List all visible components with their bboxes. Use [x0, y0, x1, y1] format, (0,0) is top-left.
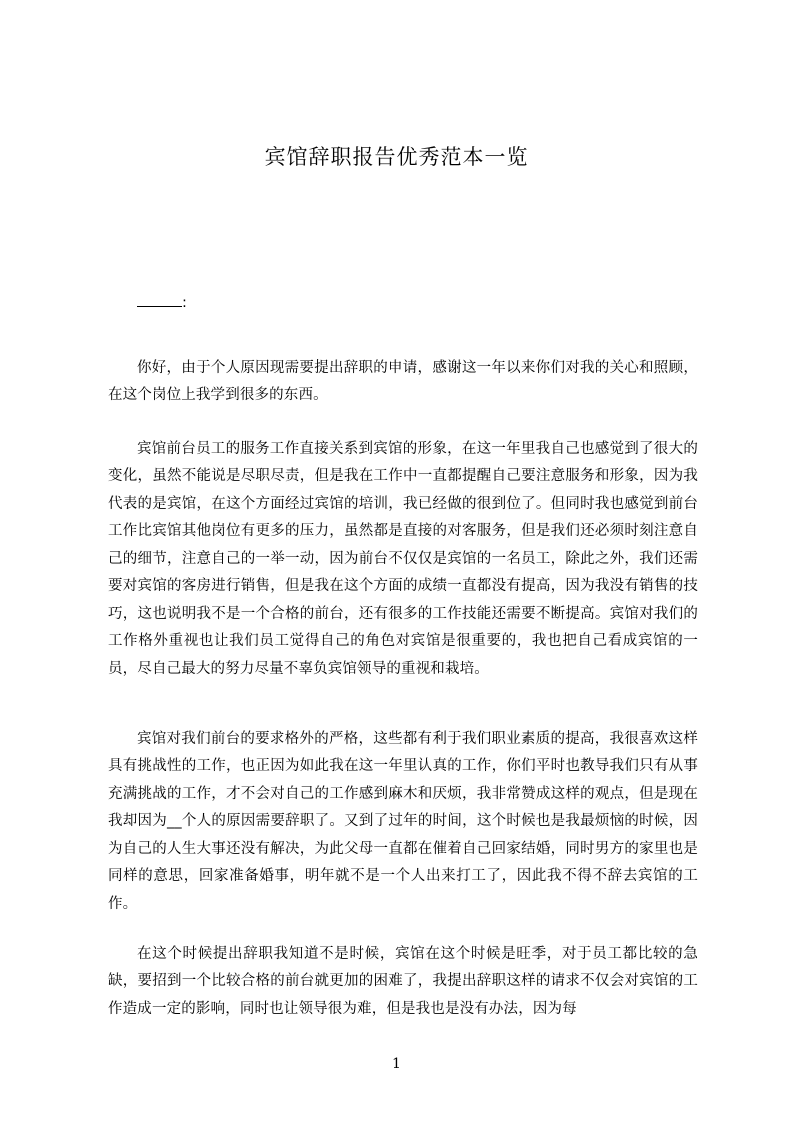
- salutation-colon: :: [182, 295, 187, 311]
- paragraph-front-desk-work: 宾馆前台员工的服务工作直接关系到宾馆的形象，在这一年里我自己也感觉到了很大的变化，虽然不能说是尽职尽责，但是我在工作中一直都提醒自己要注意服务和形象，因为我代表的是宾馆，在这个方面经过宾馆的培训，我已经做的很到位了。但同时我也感觉到前台工作比宾馆其他岗位有更多的压力，虽然都是直接的对客服务，但是我们还必须时刻注意自己的细节，注意自己的一举一动，因为前台不仅仅是宾馆的一名员工，除此之外，我们还需要对宾馆的客房进行销售，但是我在这个方面的成绩一直都没有提高，因为我没有销售的技巧，这也说明我不是一个合格的前台，还有很多的工作技能还需要不断提高。宾馆对我们的工作格外重视也让我们员工觉得自己的角色对宾馆是很重要的，我也把自己看成宾馆的一员，尽自己最大的努力尽量不辜负宾馆领导的重视和栽培。: [108, 440, 698, 677]
- paragraph-intro: 你好，由于个人原因现需要提出辞职的申请，感谢这一年以来你们对我的关心和照顾，在这个岗位上我学到很多的东西。: [108, 359, 698, 403]
- page-number: 1: [392, 1056, 401, 1072]
- paragraph-timing: 在这个时候提出辞职我知道不是时候，宾馆在这个时候是旺季，对于员工都比较的急缺，要招到一个比较合格的前台就更加的困难了，我提出辞职这样的请求不仅会对宾馆的工作造成一定的影响，同时也让领导很为难，但是我也是没有办法，因为每: [108, 945, 698, 1017]
- document-title: 宾馆辞职报告优秀范本一览: [264, 145, 529, 169]
- salutation-line: [108, 291, 698, 315]
- paragraph-personal-reason: 宾馆对我们前台的要求格外的严格，这些都有利于我们职业素质的提高，我很喜欢这样具有挑战性的工作，也正因为如此我在这一年里认真的工作，你们平时也教导我们只有从事充满挑战的工作，才不会对自己的工作感到麻木和厌烦，我非常赞成这样的观点，但是现在我却因为__个人的原因需要辞职了。又到了过年的时间，这个时候也是我最烦恼的时候，因为自己的人生大事还没有解决，为此父母一直都在催着自己回家结婚，同时男方的家里也是同样的意思，回家准备婚事，明年就不是一个人出来打工了，因此我不得不辞去宾馆的工作。: [108, 730, 698, 912]
- recipient-blank: [137, 292, 182, 307]
